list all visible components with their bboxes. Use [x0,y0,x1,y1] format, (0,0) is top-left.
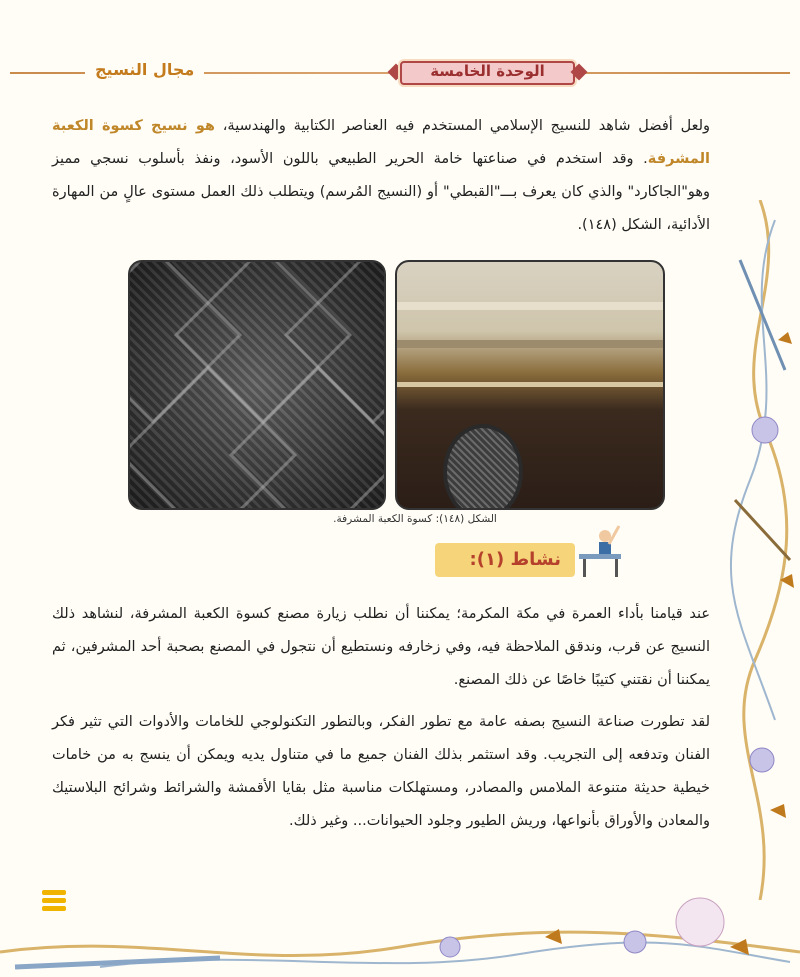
decorative-bottom-border [0,892,800,977]
magnifier-lens [443,424,523,510]
activity-paragraph: عند قيامنا بأداء العمرة في مكة المكرمة؛ يمكننا أن نطلب زيارة مصنع كسوة الكعبة المشرفة، لنشاهد ذلك النسيج عن قرب، وندقق الملاحظة فيه، وفي زخارفه ونستطيع أن نتجول في المصنع بصحبة أحد المشرفين، ثم يمكننا أن نقتني كتيبًا خاصًا عن ذلك المصنع. [52,606,710,688]
unit-label: الوحدة الخامسة [430,62,545,80]
kiswa-highlight: هو نسيج كسوة الكعبة المشرفة [52,118,710,167]
figure-caption: الشكل (١٤٨): كسوة الكعبة المشرفة. [333,513,497,525]
loom-beam [397,340,663,348]
activity-heading-box [435,543,575,577]
section-label: مجال النسيج [85,60,204,86]
loom-beam [397,302,663,310]
jacquard-loom-photo [395,260,665,510]
development-paragraph: لقد تطورت صناعة النسيج بصفه عامة مع تطور الفكر، وبالتطور التكنولوجي للخامات والأدوات التي تثير فكر الفنان وتدفعه إلى التجريب. وقد استثمر بذلك الفنان جميع ما في متناول يديه ويمكن أن ينسج به من خامات خيطية حديثة متنوعة الملامس والمصادر، ومستهلكات مناسبة مثل بقايا الأقمشة والشرائط وشرائح البلاستيك والمعادن والأوراق بأنواعها، وريش الطيور وجلود الحيوانات... وغير ذلك. [52,714,710,829]
loom-beam [397,382,663,387]
intro-text-end: . وقد استخدم في صناعتها خامة الحرير الطبيعي باللون الأسود، ونفذ بأسلوب نسجي مميز وهو"الجاكارد" والذي كان يعرف بـــ"القبطي" أو (النسيج المُرسم) ويتطلب ذلك العمل مستوى عالٍ من المهارة الأدائية، الشكل (١٤٨). [52,151,710,233]
unit-badge [390,58,585,88]
publisher-logo-icon [40,887,68,913]
activity-title: نشاط (١): [469,549,561,570]
intro-text-start: ولعل أفضل شاهد للنسيج الإسلامي المستخدم فيه العناصر الكتابية والهندسية، [214,118,710,134]
decorative-vine-border [720,200,800,900]
intro-paragraph [52,110,710,242]
student-desk-icon [575,520,635,580]
kiswa-fabric-photo [128,260,386,510]
